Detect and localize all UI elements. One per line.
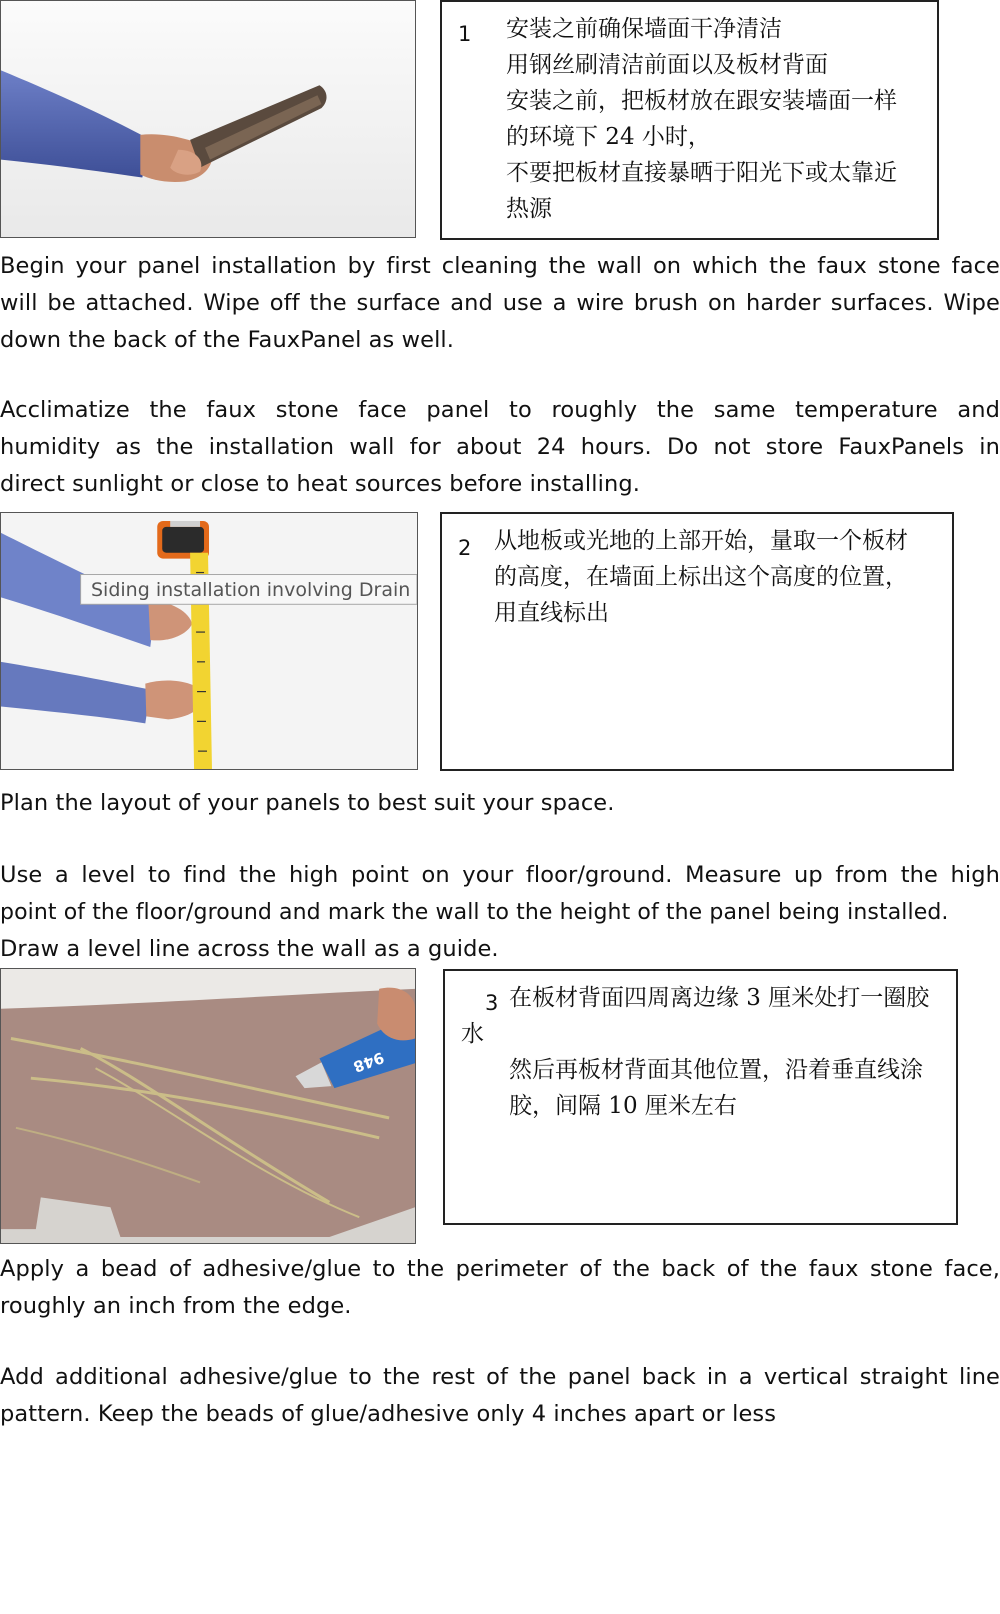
- text-line: Plan the layout of your panels to best suit your space.: [0, 790, 615, 816]
- step2-note-box: [440, 512, 954, 771]
- step1-note-box: [440, 0, 939, 240]
- step3-zh-line: 水: [461, 1021, 484, 1047]
- step2-image-tooltip: Siding installation involving Drain: [91, 579, 411, 601]
- step2-zh-line: 的高度，在墙面上标出这个高度的位置，: [494, 564, 908, 590]
- step3-note-box: [443, 969, 958, 1225]
- text-line: point of the floor/ground and mark the wall to the height of the panel being installed.: [0, 900, 949, 925]
- text-line: pattern. Keep the beads of glue/adhesive only 4 inches apart or less: [0, 1401, 777, 1427]
- step1-zh-line: 的环境下 24 小时，: [506, 124, 711, 150]
- text-line: direct sunlight or close to heat sources before installing.: [0, 471, 640, 497]
- step1-photo-wire-brush: [0, 0, 416, 238]
- step3-paragraph-additional: [0, 1359, 1000, 1433]
- step3-zh-line: 然后再板材背面其他位置，沿着垂直线涂: [509, 1057, 923, 1083]
- text-line: Add additional adhesive/glue to the rest of the panel back in a vertical straight line: [0, 1364, 1000, 1390]
- step2-zh-line: 从地板或光地的上部开始，量取一个板材: [494, 528, 908, 554]
- step1-zh-line: 安装之前确保墙面干净清洁: [506, 16, 782, 42]
- text-line: down the back of the FauxPanel as well.: [0, 327, 455, 353]
- step2-paragraph-level: [0, 857, 1000, 968]
- text-line: Apply a bead of adhesive/glue to the perimeter of the back of the faux stone face,: [0, 1256, 1000, 1282]
- step1-zh-line: 热源: [506, 196, 552, 222]
- text-line: roughly an inch from the edge.: [0, 1293, 352, 1319]
- text-line: Draw a level line across the wall as a guide.: [0, 936, 499, 962]
- text-line: will be attached. Wipe off the surface and use a wire brush on harder surfaces. Wipe: [0, 290, 1000, 316]
- step1-paragraph-acclimatize: [0, 392, 1000, 503]
- text-line: Acclimatize the faux stone face panel to roughly the same temperature and: [0, 397, 1000, 423]
- step3-number: 3: [485, 991, 499, 1015]
- step2-paragraph-plan: [0, 785, 1000, 822]
- text-line: humidity as the installation wall for about 24 hours. Do not store FauxPanels in: [0, 434, 1000, 460]
- step3-paragraph-perimeter: [0, 1251, 1000, 1325]
- step1-zh-line: 用钢丝刷清洁前面以及板材背面: [506, 52, 828, 78]
- step3-zh-line: 在板材背面四周离边缘 3 厘米处打一圈胶: [509, 985, 930, 1011]
- text-line: Use a level to find the high point on your floor/ground. Measure up from the high: [0, 862, 1000, 888]
- step2-number: 2: [458, 536, 472, 560]
- step3-tube-label: 948: [350, 1048, 387, 1076]
- step1-number: 1: [458, 22, 472, 46]
- step2-photo-tape-measure: [0, 512, 418, 770]
- step2-zh-line: 用直线标出: [494, 600, 609, 626]
- text-line: Begin your panel installation by first cleaning the wall on which the faux stone face: [0, 253, 1000, 279]
- step3-photo-glue-application: [0, 968, 416, 1244]
- step3-zh-line: 胶，间隔 10 厘米左右: [509, 1093, 737, 1119]
- step1-zh-line: 不要把板材直接暴晒于阳光下或太靠近: [506, 160, 897, 186]
- step1-zh-line: 安装之前，把板材放在跟安装墙面一样: [506, 88, 897, 114]
- step1-paragraph-cleaning: [0, 248, 1000, 359]
